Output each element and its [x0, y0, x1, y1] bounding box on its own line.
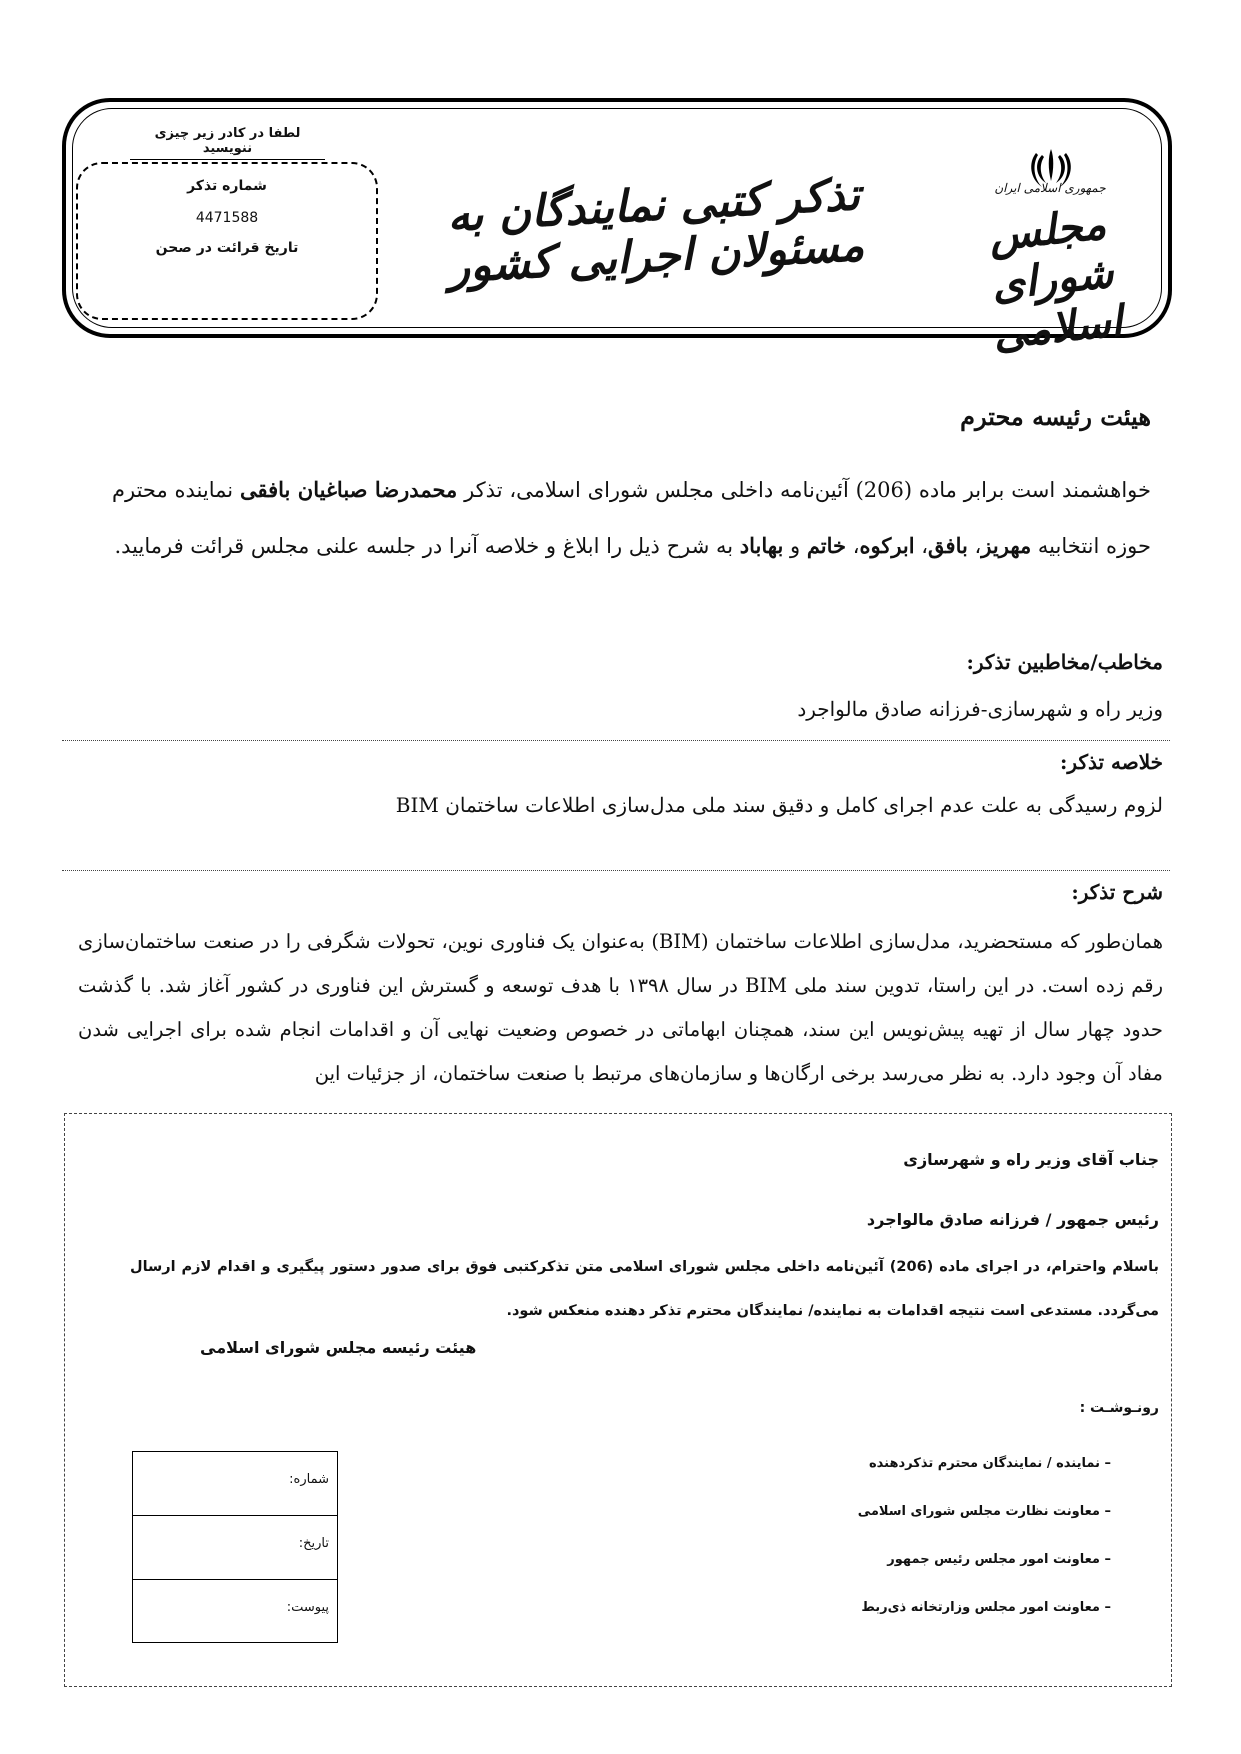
description-heading: شرح تذکر: [1071, 880, 1163, 904]
logo-subtitle: جمهوری اسلامی ایران [994, 181, 1106, 195]
separator: و [783, 534, 807, 558]
ref-number-field: شماره: [133, 1452, 337, 1516]
description-text: همان‌طور که مستحضرید، مدل‌سازی اطلاعات ساختمان (BIM) به‌عنوان یک فناوری نوین، تحولات شگرفی را در صنعت ساختمان‌سازی رقم زده است. در این راستا، تدوین سند ملی BIM در سال ۱۳۹۸ با هدف توسعه و گسترش این فناوری در کشور آغاز شد. با گذشت حدود چهار سال از تهیه پیش‌نویس این سند، همچنان ابهاماتی در خصوص وضعیت نهایی آن و اقدامات انجام شده برای اجرایی شدن مفاد آن وجود دارد. به نظر می‌رسد برخی ارگان‌ها و سازمان‌های مرتبط با صنعت ساختمان، از جزئیات این [78, 930, 1164, 1085]
no-write-note: لطفا در کادر زیر چیزی ننویسید [130, 126, 325, 160]
copy-item: – نماینده / نمایندگان محترم تذکردهنده [869, 1456, 1111, 1471]
divider [62, 740, 1170, 741]
constituency: ابرکوه [859, 533, 915, 558]
representative-name: محمدرضا صباغیان بافقی [239, 477, 458, 502]
divider [62, 870, 1170, 871]
referral-signature: هیئت رئیسه مجلس شورای اسلامی [200, 1338, 477, 1357]
summary-text: لزوم رسیدگی به علت عدم اجرای کامل و دقیق سند ملی مدل‌سازی اطلاعات ساختمان BIM [395, 793, 1163, 817]
reading-date-label: تاریخ قرائت در صحن [155, 240, 299, 256]
copy-item: – معاونت نظارت مجلس شورای اسلامی [857, 1504, 1111, 1519]
constituency: بافق [928, 533, 968, 558]
referral-text: ) آئین‌نامه داخلی مجلس شورای اسلامی متن تذکرکتبی فوق برای صدور دستور پیگیری و اقدام لازم ارسال می‌گردد. مستدعی است نتیجه اقدامات به نماینده/ نمایندگان محترم تذکر دهنده منعکس شود. [130, 1259, 1159, 1319]
logo-name: مجلس شورای اسلامی [986, 199, 1125, 359]
referral-text: باسلام واحترام، در اجرای ماده ( [926, 1259, 1159, 1275]
constituency: خاتم [806, 533, 847, 558]
separator: ، [914, 534, 929, 558]
summary-heading: خلاصه تذکر: [1060, 750, 1163, 774]
salutation: هیئت رئیسه محترم [960, 402, 1151, 431]
referral-addressee: جناب آقای وزیر راه و شهرسازی [903, 1150, 1159, 1169]
ref-attachment-field: پیوست: [286, 1600, 329, 1615]
separator: ، [967, 534, 982, 558]
addressees-heading: مخاطب/مخاطبین تذکر: [966, 650, 1163, 674]
intro-text: خواهشمند است برابر ماده (206) آئین‌نامه داخلی مجلس شورای اسلامی، تذکر [457, 478, 1152, 502]
constituency: مهریز [981, 533, 1032, 558]
copies-list [858, 1440, 1111, 1632]
referral-body [130, 1245, 1159, 1333]
reminder-number-label: شماره تذکر [187, 178, 267, 194]
parliament-logo [960, 145, 1145, 359]
registration-box [76, 162, 378, 320]
separator: ، [846, 534, 860, 558]
ref-date-field: تاریخ: [133, 1516, 337, 1580]
reminder-number-value: 4471588 [195, 210, 259, 226]
intro-text: نماینده محترم حوزه انتخابیه [112, 478, 1151, 558]
intro-paragraph [112, 462, 1151, 574]
constituency: بهاباد [739, 533, 784, 558]
intro-text: به شرح ذیل را ابلاغ و خلاصه آنرا در جلسه علنی مجلس قرائت فرمایید. [114, 534, 740, 558]
referral-president: رئیس جمهور / فرزانه صادق مالواجرد [866, 1210, 1159, 1229]
copy-item: – معاونت امور مجلس وزارتخانه ذی‌ربط [861, 1600, 1111, 1615]
header-title: تذکر کتبی نمایندگان به مسئولان اجرایی کشور [446, 169, 866, 293]
copies-heading: رونـوشـت : [1079, 1400, 1159, 1416]
addressees-text: وزیر راه و شهرسازی-فرزانه صادق مالواجرد [797, 697, 1163, 721]
copy-item: – معاونت امور مجلس رئیس جمهور [887, 1552, 1111, 1567]
reference-table [132, 1451, 338, 1643]
article-number: 206 [896, 1259, 927, 1275]
